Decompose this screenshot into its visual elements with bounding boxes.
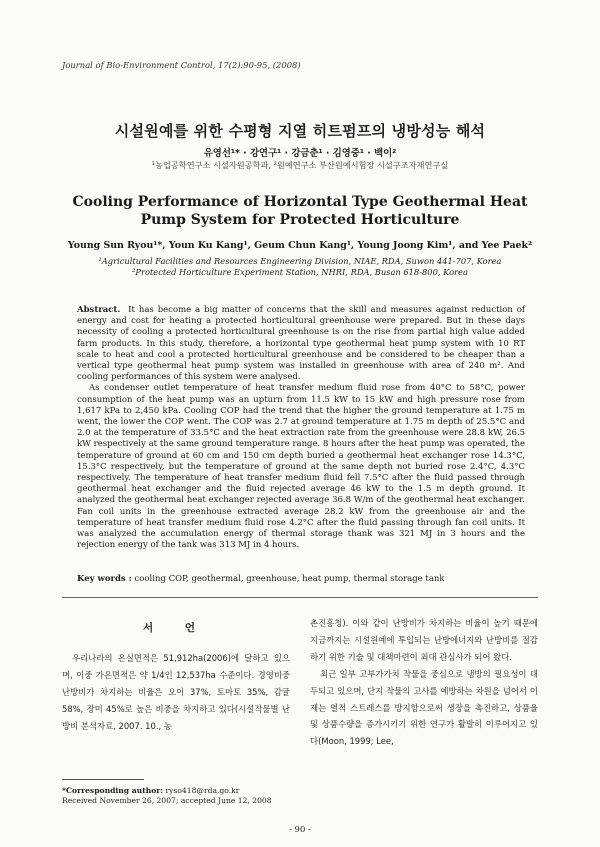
body-paragraph: 촌진흥청). 이와 같이 난방비가 차지하는 비율이 높기 때문에 지금까지는 시설원예에 투입되는 난방에너지와 난방비를 절감하기 위한 기술 및 대책마련이 최대 관심사가 되어 왔다.	[310, 618, 538, 662]
title-korean: 시설원예를 위한 수평형 지열 히트펌프의 냉방성능 해석	[114, 122, 486, 140]
keywords-text: cooling COP, geothermal, greenhouse, heat pump, thermal storage tank	[134, 574, 445, 584]
author-email[interactable]: ryso418@rda.go.kr	[165, 786, 240, 795]
abstract-text-1: It has become a big matter of concerns that the skill and measures against reduction of energy and cost for heating a protected horticultural greenhouse were prepared. But in these days necessity of cooling a protected horticultural greenhouse is on the rise from partial high value added farm products. In this study, therefore, a horizontal type geothermal heat pump system with 10 RT scale to heat and cool a protected horticultural greenhouse and be considered to be cheaper than a vertical type geothermal heat pump system was installed in greenhouse with area of 240 m². And cooling performances of this system were analysed.	[77, 305, 526, 383]
corresponding-author	[62, 786, 302, 796]
body-column-right	[310, 615, 538, 750]
footnote	[62, 786, 302, 806]
footnote-rule	[62, 779, 144, 780]
abstract	[77, 305, 525, 551]
divider-rule	[62, 597, 538, 598]
affiliations-english	[30, 256, 570, 278]
abstract-paragraph-2: As condenser outlet temperature of heat transfer medium fluid rose from 40°C to 58°C, power consumption of the heat pump was an upturn from 11.5 kW to 15 kW and high pressure rose from 1,617 kPa to 2,450 kPa. Cooling COP had the trend that the higher the ground temperature at 1.75 m went, the lower the COP went. The COP was 2.7 at ground temperature at 1.75 m depth of 25.5°C and 2.0 at the temperature of 33.5°C and the heat extraction rate from the greenhouse were 28.8 kW, 26.5 kW respectively at the same ground temperature range. 8 hours after the heat pump was operated, the temperature of ground at 60 cm and 150 cm depth buried a geothermal heat exchanger rose 14.3°C, 15.3°C respectively, but the temperature of ground at the same depth not buried rose 2.4°C, 4.3°C respectively. The temperature of heat transfer medium fluid fell 7.5°C after the fluid passed through geothermal heat exchanger and the fluid rejected average 46 kW to the 1.5 m depth ground. It analyzed the geothermal heat exchanger rejected average 36.8 W/m of the geothermal heat exchanger. Fan coil units in the greenhouse extracted average 28.2 kW from the greenhouse air and the temperature of heat transfer medium fluid rose 4.2°C after the fluid passing through fan coil units. It was analyzed the accumulation energy of thermal storage thank was 321 MJ in 3 hours and the rejection energy of the tank was 313 MJ in 4 hours.	[77, 383, 525, 551]
abstract-paragraph-1	[77, 305, 525, 383]
body-paragraph: 최근 일부 고부가가치 작물을 중심으로 냉방의 필요성이 대두되고 있으며, 단지 작물의 고사를 예방하는 차원을 넘어서 이제는 열적 스트레스를 방지함으로써 생장을 촉진하고, 상품율 및 상품수량을 증가시키기 위한 연구가 활발히 이루어지고 있다(Moon, 1999; Lee,	[310, 668, 538, 747]
abstract-label: Abstract.	[77, 305, 121, 315]
title-english	[60, 193, 540, 229]
body-paragraph: 우리나라의 온실면적은 51,912ha(2006)에 달하고 있으며, 이중 가온면적은 약 1/4인 12,537ha 수준이다. 경영비중 난방비가 차지하는 비율은 오이 37%, 토마토 35%, 감귤 58%, 장미 45%로 높은 비중을 차지하고 있다(시설작물별 난방비 분석자료, 2007. 10., 농	[62, 653, 290, 731]
affiliation-1: ¹Agricultural Facilities and Resources Engineering Division, NIAE, RDA, Suwon 441-707, Korea	[98, 256, 502, 266]
title-english-line2: Pump System for Protected Horticulture	[140, 212, 460, 228]
keywords	[77, 574, 525, 584]
footnote-label: *Corresponding author:	[62, 786, 164, 795]
body-column-left	[62, 650, 290, 735]
affiliations-korean: ¹농업공학연구소 시설자원공학과, ²원예연구소 부산원예시험장 시설구조자재연구실	[151, 160, 449, 170]
authors-english: Young Sun Ryou¹*, Youn Ku Kang¹, Geum Chun Kang¹, Young Joong Kim¹, and Yee Paek²	[67, 240, 533, 251]
authors-korean: 유영선¹* · 강연구¹ · 강금춘¹ · 김영중¹ · 백이²	[203, 148, 397, 159]
affiliation-2: ²Protected Horticulture Experiment Station, NHRI, RDA, Busan 618-800, Korea	[132, 267, 468, 277]
page-number: - 90 -	[289, 824, 311, 834]
title-english-line1: Cooling Performance of Horizontal Type Geothermal Heat	[72, 194, 528, 210]
journal-citation: Journal of Bio-Environment Control, 17(2):90-95, (2008)	[62, 60, 301, 70]
section-heading-introduction: 서 언	[143, 622, 209, 634]
received-accepted-dates: Received November 26, 2007; accepted June 12, 2008	[62, 796, 272, 805]
keywords-label: Key words :	[77, 574, 132, 584]
